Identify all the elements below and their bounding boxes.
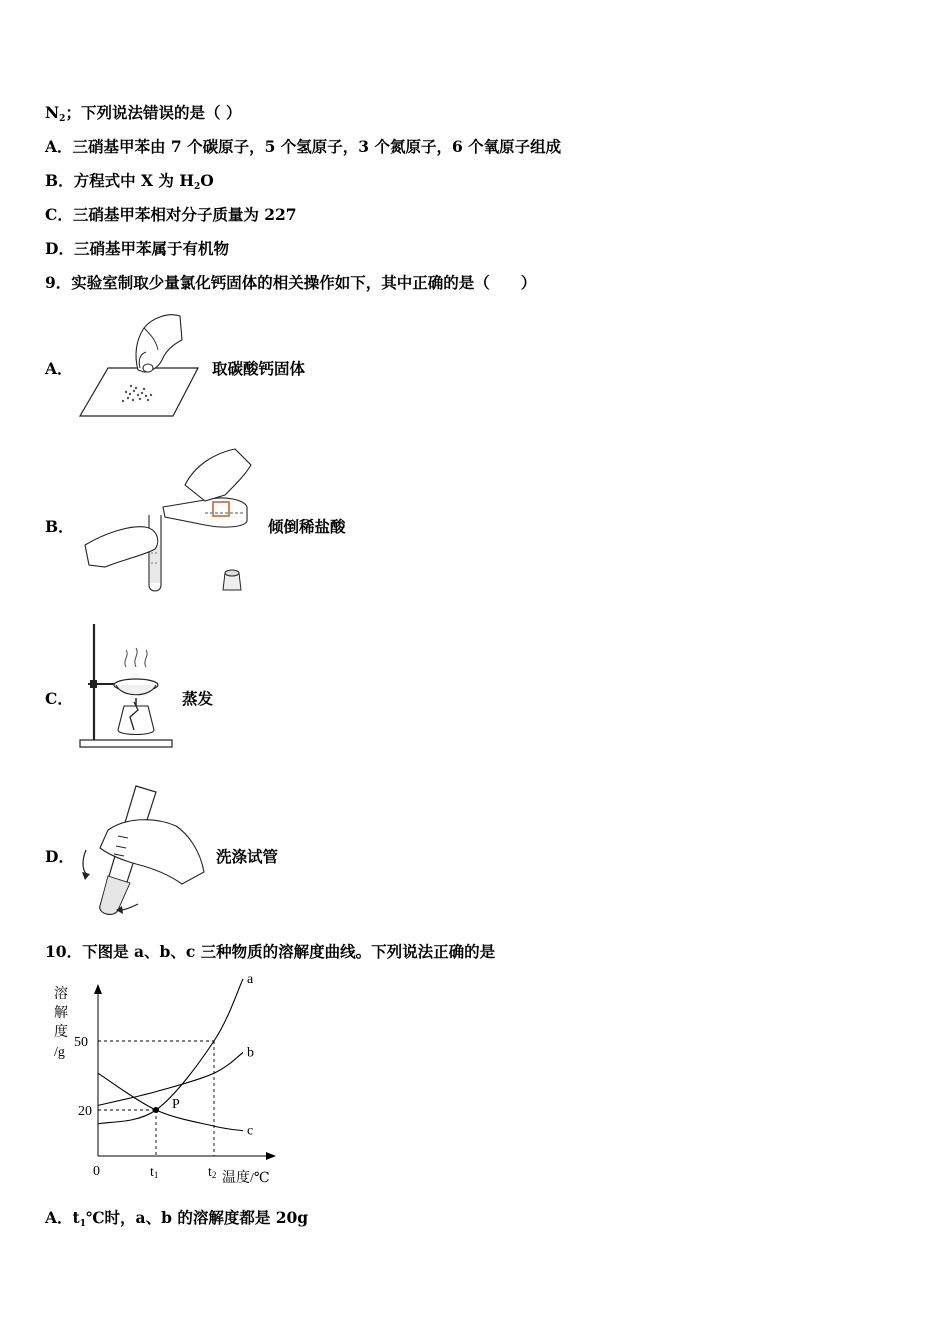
x-tick-t-2: t <box>208 1165 212 1180</box>
q9-option-a-caption: 取碳酸钙固体 <box>212 359 306 378</box>
y-axis-label-char-4: /g <box>54 1045 65 1060</box>
q9-option-c-caption: 蒸发 <box>182 689 214 708</box>
solubility-chart <box>48 971 288 1195</box>
q8-option-a[interactable]: A．三硝基甲苯由 7 个碳原子，5 个氢原子，3 个氮原子，6 个氧原子组成 <box>45 137 562 156</box>
y-axis-label-char-3: 度 <box>54 1025 68 1040</box>
point-p <box>153 1107 159 1113</box>
x-axis-arrow <box>266 1152 276 1160</box>
x-tick-sub-2: 2 <box>211 1170 217 1180</box>
q8-intro: N2；下列说法错误的是（ ） <box>45 103 242 124</box>
q10-option-a[interactable]: A．t1℃时，a、b 的溶解度都是 20g <box>45 1208 309 1229</box>
x-tick-label-t2 <box>208 1165 216 1180</box>
curve-a <box>98 979 243 1124</box>
q8-option-d[interactable]: D．三硝基甲苯属于有机物 <box>45 239 229 258</box>
x-axis-label: 温度/℃ <box>222 1171 270 1186</box>
hand-taking-solid-icon <box>78 310 208 420</box>
y-axis-label-char-2: 解 <box>54 1006 68 1021</box>
y-axis-label-char-1: 溶 <box>54 987 68 1002</box>
curve-label-b: b <box>247 1045 254 1061</box>
q8-option-c[interactable]: C．三硝基甲苯相对分子质量为 227 <box>45 205 297 224</box>
curve-label-a: a <box>247 971 254 987</box>
q9-option-d-caption: 洗涤试管 <box>216 847 279 866</box>
q9-option-b-label[interactable]: B． <box>45 517 74 536</box>
q8-option-b[interactable]: B．方程式中 X 为 H2O <box>45 171 214 192</box>
q9-option-a-label[interactable]: A． <box>45 359 73 378</box>
y-tick-label-50: 50 <box>74 1035 88 1050</box>
q9-option-c-label[interactable]: C． <box>45 689 73 708</box>
curve-label-c: c <box>247 1123 254 1139</box>
evaporation-apparatus-icon <box>78 622 178 750</box>
q9-option-d-label[interactable]: D． <box>45 847 74 866</box>
x-tick-label-t1 <box>150 1165 158 1180</box>
q9-stem: 9．实验室制取少量氯化钙固体的相关操作如下，其中正确的是（ ） <box>45 273 537 292</box>
q9-option-b-caption: 倾倒稀盐酸 <box>268 517 346 536</box>
y-axis-arrow <box>94 984 102 994</box>
x-tick-t-1: t <box>150 1165 154 1180</box>
pouring-acid-icon <box>85 445 255 600</box>
q10-stem: 10．下图是 a、b、c 三种物质的溶解度曲线。下列说法正确的是 <box>45 942 496 961</box>
washing-test-tube-icon <box>78 780 213 920</box>
x-tick-sub-1: 1 <box>153 1170 159 1180</box>
point-p-label: P <box>172 1097 180 1112</box>
y-tick-label-20: 20 <box>78 1104 92 1119</box>
x-origin-label: 0 <box>93 1164 100 1179</box>
